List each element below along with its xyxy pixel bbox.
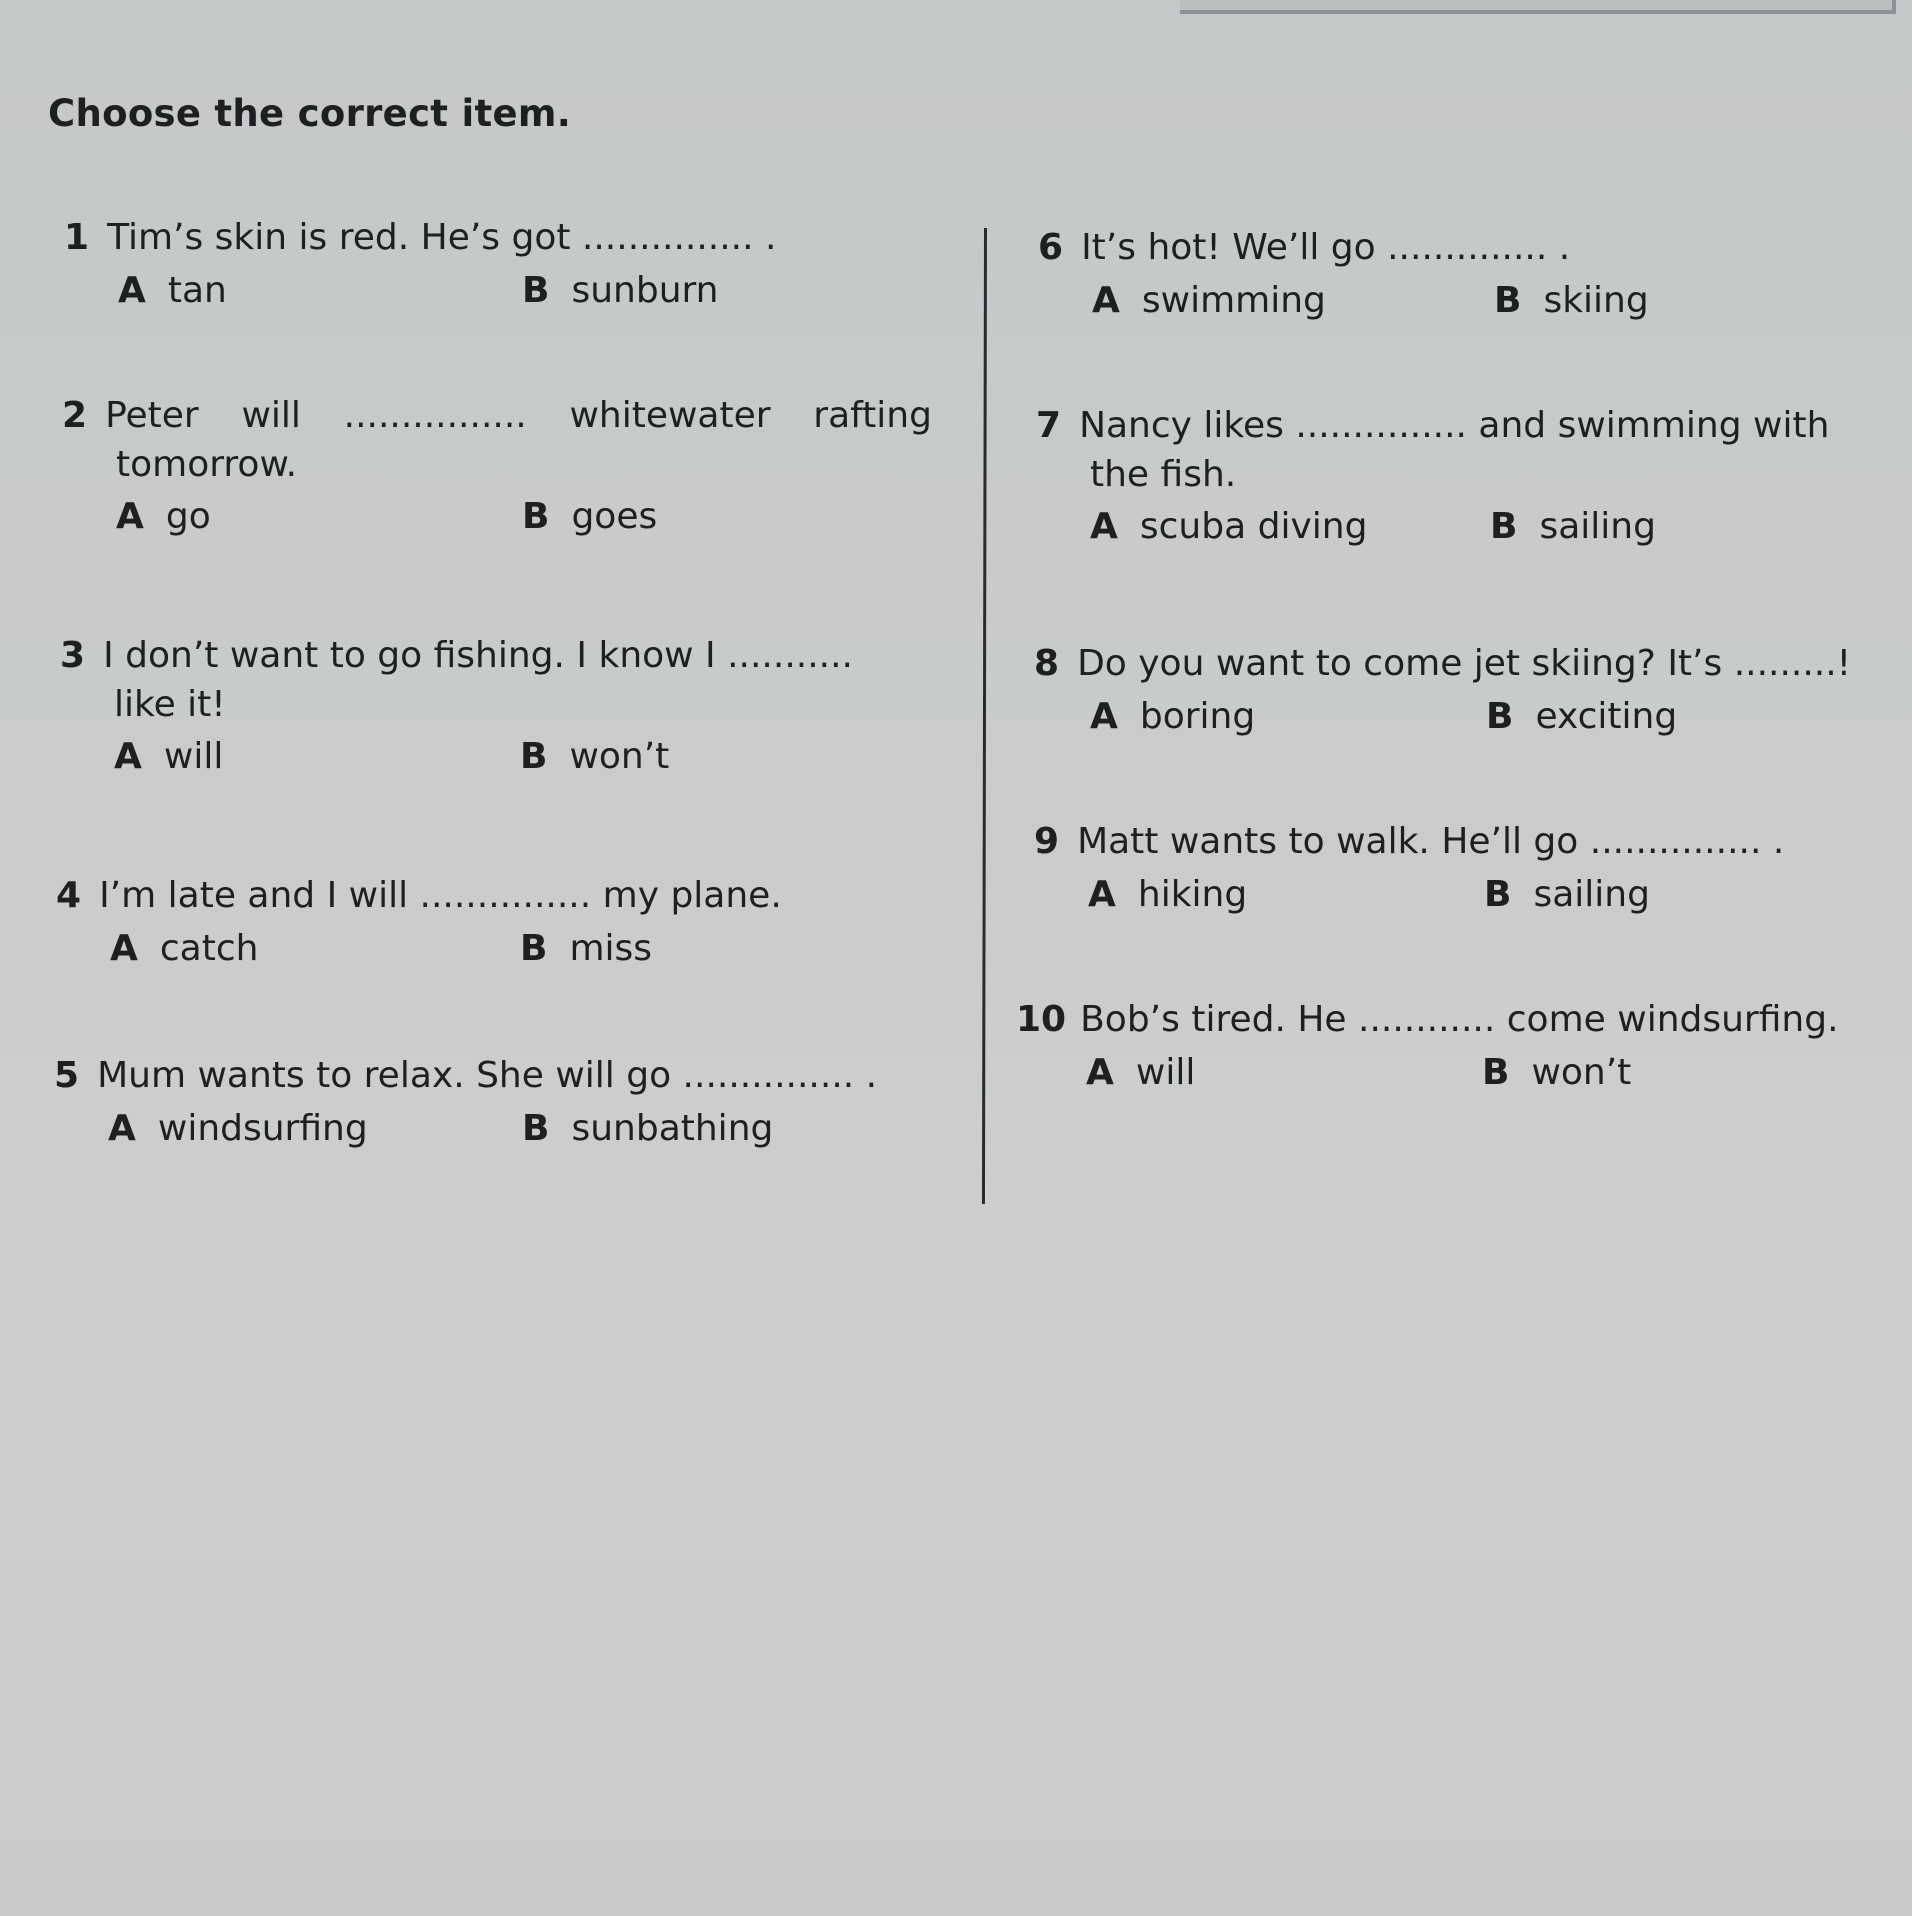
question-7-options [1036, 503, 1896, 561]
question-text: Peter [105, 395, 199, 436]
option-letter: A [1086, 1051, 1114, 1093]
question-number: 8 [1034, 643, 1060, 684]
option-text: hiking [1137, 873, 1248, 915]
question-number: 4 [56, 875, 82, 916]
question-number: 3 [60, 635, 86, 676]
option-b[interactable] [1490, 503, 1656, 552]
question-text: whitewater [569, 395, 771, 436]
question-2-stem [62, 392, 932, 441]
question-5-options [54, 1105, 954, 1163]
option-text: windsurfing [157, 1107, 368, 1149]
option-text: scuba diving [1139, 506, 1368, 548]
question-number: 6 [1038, 227, 1064, 268]
question-5-stem [54, 1052, 954, 1101]
option-text: sunbathing [571, 1107, 774, 1149]
option-text: goes [571, 496, 658, 538]
question-6-stem [1038, 224, 1878, 273]
option-text: go [165, 496, 211, 538]
question-text: Mum wants to relax. She will go ............... . [97, 1055, 878, 1096]
option-b[interactable] [522, 1105, 773, 1154]
question-continuation: tomorrow. [116, 443, 298, 485]
option-letter: B [522, 269, 550, 311]
option-text: miss [569, 927, 653, 969]
option-a[interactable] [114, 733, 223, 782]
option-letter: B [520, 927, 548, 969]
option-letter: A [1088, 873, 1116, 915]
question-text: Do you want to come jet skiing? It’s .........! [1077, 643, 1852, 684]
question-4-options [56, 925, 956, 983]
question-number: 9 [1034, 821, 1060, 862]
question-9 [1034, 818, 1894, 929]
option-a[interactable] [110, 925, 258, 974]
option-letter: B [520, 736, 548, 778]
question-8-options [1034, 693, 1894, 751]
option-letter: B [522, 496, 550, 538]
option-a[interactable] [1092, 277, 1326, 326]
option-b[interactable] [522, 493, 657, 542]
question-text: Tim’s skin is red. He’s got ............... . [107, 217, 777, 258]
option-a[interactable] [116, 493, 211, 542]
question-4 [56, 872, 956, 983]
option-text: catch [159, 927, 259, 969]
answer-blank[interactable]: ................ [343, 395, 527, 436]
option-text: exciting [1535, 695, 1678, 737]
adjacent-page-edge [1180, 0, 1896, 14]
option-text: won’t [1531, 1051, 1632, 1093]
option-letter: B [1484, 873, 1512, 915]
option-a[interactable] [1086, 1049, 1195, 1098]
option-letter: B [1486, 695, 1514, 737]
question-1-stem [64, 214, 944, 263]
option-text: swimming [1141, 279, 1326, 321]
option-text: tan [167, 269, 227, 311]
option-b[interactable] [1482, 1049, 1631, 1098]
option-letter: A [118, 269, 146, 311]
question-1-options [64, 267, 944, 325]
question-2-options [62, 493, 932, 551]
option-letter: B [522, 1107, 550, 1149]
question-10 [1016, 996, 1896, 1107]
column-divider [982, 228, 987, 1204]
question-1 [64, 214, 944, 325]
option-b[interactable] [1486, 693, 1677, 742]
question-number: 10 [1016, 999, 1067, 1040]
option-b[interactable] [1494, 277, 1649, 326]
option-letter: B [1482, 1051, 1510, 1093]
question-text: Bob’s tired. He ............ come windsurfing. [1080, 999, 1839, 1040]
question-5 [54, 1052, 954, 1163]
question-text: will [241, 395, 301, 436]
question-10-stem [1016, 996, 1896, 1045]
option-a[interactable] [1090, 503, 1367, 552]
question-text: I don’t want to go fishing. I know I ........... [103, 635, 853, 676]
option-letter: A [1090, 695, 1118, 737]
question-7 [1036, 402, 1896, 561]
question-3-options [60, 733, 960, 791]
option-letter: B [1494, 279, 1522, 321]
question-7-stem [1036, 402, 1896, 451]
option-text: will [1135, 1051, 1196, 1093]
question-2 [62, 392, 932, 551]
option-a[interactable] [118, 267, 227, 316]
option-letter: A [114, 736, 142, 778]
option-b[interactable] [520, 733, 669, 782]
option-text: won’t [569, 736, 670, 778]
question-text: It’s hot! We’ll go .............. . [1081, 227, 1571, 268]
option-letter: A [110, 927, 138, 969]
option-text: sailing [1539, 506, 1656, 548]
option-letter: A [108, 1107, 136, 1149]
option-b[interactable] [522, 267, 719, 316]
question-number: 5 [54, 1055, 80, 1096]
question-number: 2 [62, 395, 88, 436]
option-b[interactable] [1484, 871, 1650, 920]
question-number: 7 [1036, 405, 1062, 446]
question-3 [60, 632, 960, 791]
question-continuation: like it! [114, 683, 226, 725]
exercise-heading: Choose the correct item. [48, 92, 572, 135]
option-text: skiing [1543, 279, 1649, 321]
option-letter: B [1490, 506, 1518, 548]
question-10-options [1016, 1049, 1896, 1107]
question-9-options [1034, 871, 1894, 929]
question-text: I’m late and I will ............... my plane. [99, 875, 782, 916]
option-text: will [163, 736, 224, 778]
option-text: sunburn [571, 269, 719, 311]
option-b[interactable] [520, 925, 652, 974]
question-6 [1038, 224, 1878, 335]
option-text: sailing [1533, 873, 1650, 915]
option-a[interactable] [1088, 871, 1247, 920]
question-text: Nancy likes ............... and swimming with [1079, 405, 1830, 446]
question-text: Matt wants to walk. He’ll go ............... . [1077, 821, 1785, 862]
question-continuation: the fish. [1090, 453, 1237, 495]
option-letter: A [1090, 506, 1118, 548]
option-a[interactable] [108, 1105, 368, 1154]
question-text: rafting [813, 395, 932, 436]
question-8 [1034, 640, 1894, 751]
option-letter: A [116, 496, 144, 538]
question-4-stem [56, 872, 956, 921]
option-a[interactable] [1090, 693, 1255, 742]
question-number: 1 [64, 217, 90, 258]
question-3-stem [60, 632, 960, 681]
question-9-stem [1034, 818, 1894, 867]
question-6-options [1038, 277, 1878, 335]
question-8-stem [1034, 640, 1894, 689]
option-text: boring [1139, 695, 1256, 737]
option-letter: A [1092, 279, 1120, 321]
